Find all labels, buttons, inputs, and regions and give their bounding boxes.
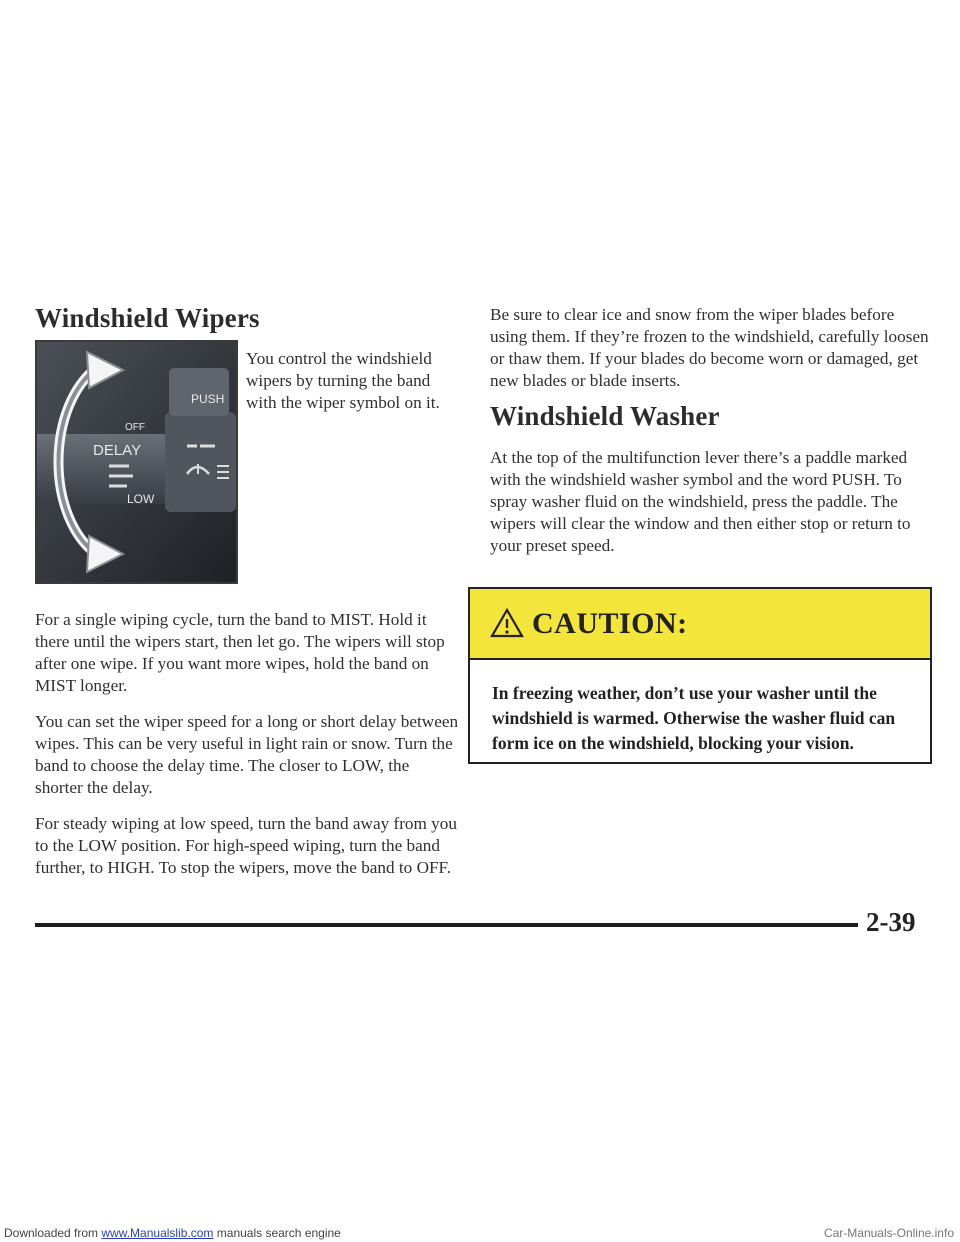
wipers-intro: You control the windshield wipers by turning the band with the wiper symbol on it. xyxy=(246,349,440,412)
washer-paragraph: At the top of the multifunction lever there’s a paddle marked with the windshield washer symbol and the word PUSH. To spray washer fluid on the windshield, press the paddle. The wipers will clear the window and then either stop or return to your preset speed. xyxy=(490,448,911,555)
footer-watermark: Car-Manuals-Online.info xyxy=(823,1226,954,1240)
wiper-control-photo xyxy=(35,340,238,584)
wiper-band-illustration xyxy=(37,342,236,582)
wipers-paragraph-mist: For a single wiping cycle, turn the band to MIST. Hold it there until the wipers start, then let go. The wipers will stop after one wipe. If you want more wipes, hold the band on MIST longer. xyxy=(35,610,445,695)
delay-label: DELAY xyxy=(93,442,142,459)
caution-header xyxy=(470,589,930,660)
low-label: LOW xyxy=(127,492,155,506)
wiper-blades-note: Be sure to clear ice and snow from the wiper blades before using them. If they’re frozen to the windshield, carefully loosen or thaw them. If your blades do become worn or damaged, get new blades or blade inserts. xyxy=(490,305,929,390)
washer-heading: Windshield Washer xyxy=(490,401,720,431)
download-footer xyxy=(0,1225,960,1242)
wipers-paragraph-speed: For steady wiping at low speed, turn the band away from you to the LOW position. For high-speed wiping, turn the band further, to HIGH. To stop the wipers, move the band to OFF. xyxy=(35,814,457,877)
caution-title: CAUTION: xyxy=(532,607,688,640)
footer-source: Downloaded from www.Manualslib.com manuals search engine xyxy=(4,1226,341,1240)
page-number: 2-39 xyxy=(866,907,916,937)
wipers-heading: Windshield Wipers xyxy=(35,303,260,333)
warning-triangle-icon xyxy=(490,608,524,638)
caution-text: In freezing weather, don’t use your washer until the windshield is warmed. Otherwise the washer fluid can form ice on the windshield, blocking your vision. xyxy=(492,683,896,753)
page-rule xyxy=(35,923,858,927)
off-label: OFF xyxy=(125,422,145,433)
caution-box xyxy=(468,587,932,764)
push-label: PUSH xyxy=(191,392,225,406)
manualslib-link[interactable]: www.Manualslib.com xyxy=(101,1226,214,1240)
wipers-paragraph-delay: You can set the wiper speed for a long or short delay between wipes. This can be very useful in light rain or snow. Turn the band to choose the delay time. The closer to LOW, the shorter the delay. xyxy=(35,712,459,797)
